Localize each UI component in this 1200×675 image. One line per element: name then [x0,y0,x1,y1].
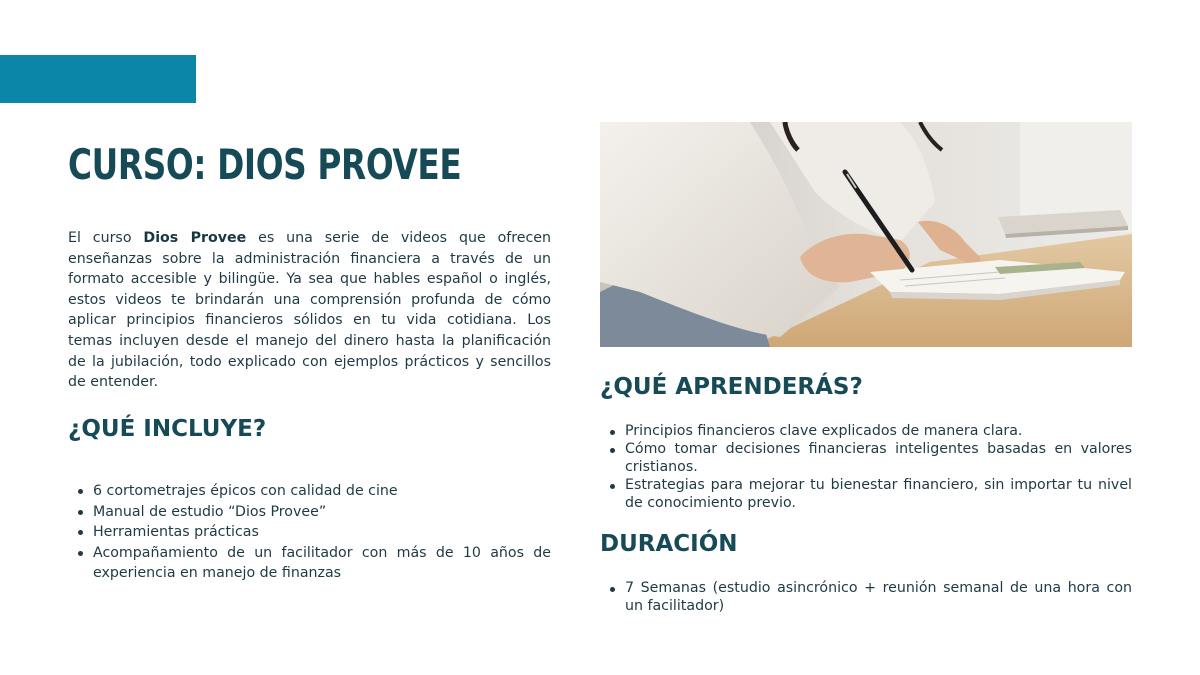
incluye-heading: ¿QUÉ INCLUYE? [68,416,267,442]
list-item: Estrategias para mejorar tu bienestar financiero, sin importar tu nivel de conocimiento previo. [600,476,1132,512]
accent-bar [0,55,196,103]
aprenderas-list [600,422,1132,512]
intro-body: es una serie de videos que ofrecen enseñanzas sobre la administración financiera a través de un formato accesible y bilingüe. Ya sea que hables español o inglés, estos videos te brindarán una comprensión profunda de cómo aplicar principios financieros sólidos en tu vida cotidiana. Los temas incluyen desde el manejo del dinero hasta la planificación de la jubilación, todo explicado con ejemplos prácticos y sencillos de entender. [68,230,552,391]
list-item: Herramientas prácticas [68,522,551,543]
list-item: Principios financieros clave explicados de manera clara. [600,422,1132,440]
duracion-list [600,579,1132,615]
list-item: Cómo tomar decisiones financieras inteligentes basadas en valores cristianos. [600,440,1132,476]
duracion-heading: DURACIÓN [600,531,738,557]
list-item: Manual de estudio “Dios Provee” [68,502,551,523]
page-title: CURSO: DIOS PROVEE [68,140,462,189]
list-item: 6 cortometrajes épicos con calidad de cine [68,481,551,502]
incluye-list [68,481,551,584]
aprenderas-heading: ¿QUÉ APRENDERÁS? [600,374,863,400]
intro-course-name: Dios Provee [143,230,247,246]
writing-photo [600,122,1132,347]
list-item: Acompañamiento de un facilitador con más de 10 años de experiencia en manejo de finanzas [68,543,551,584]
list-item: 7 Semanas (estudio asincrónico + reunión semanal de una hora con un facilitador) [600,579,1132,615]
intro-paragraph [68,228,551,393]
intro-lead: El curso [68,230,144,246]
